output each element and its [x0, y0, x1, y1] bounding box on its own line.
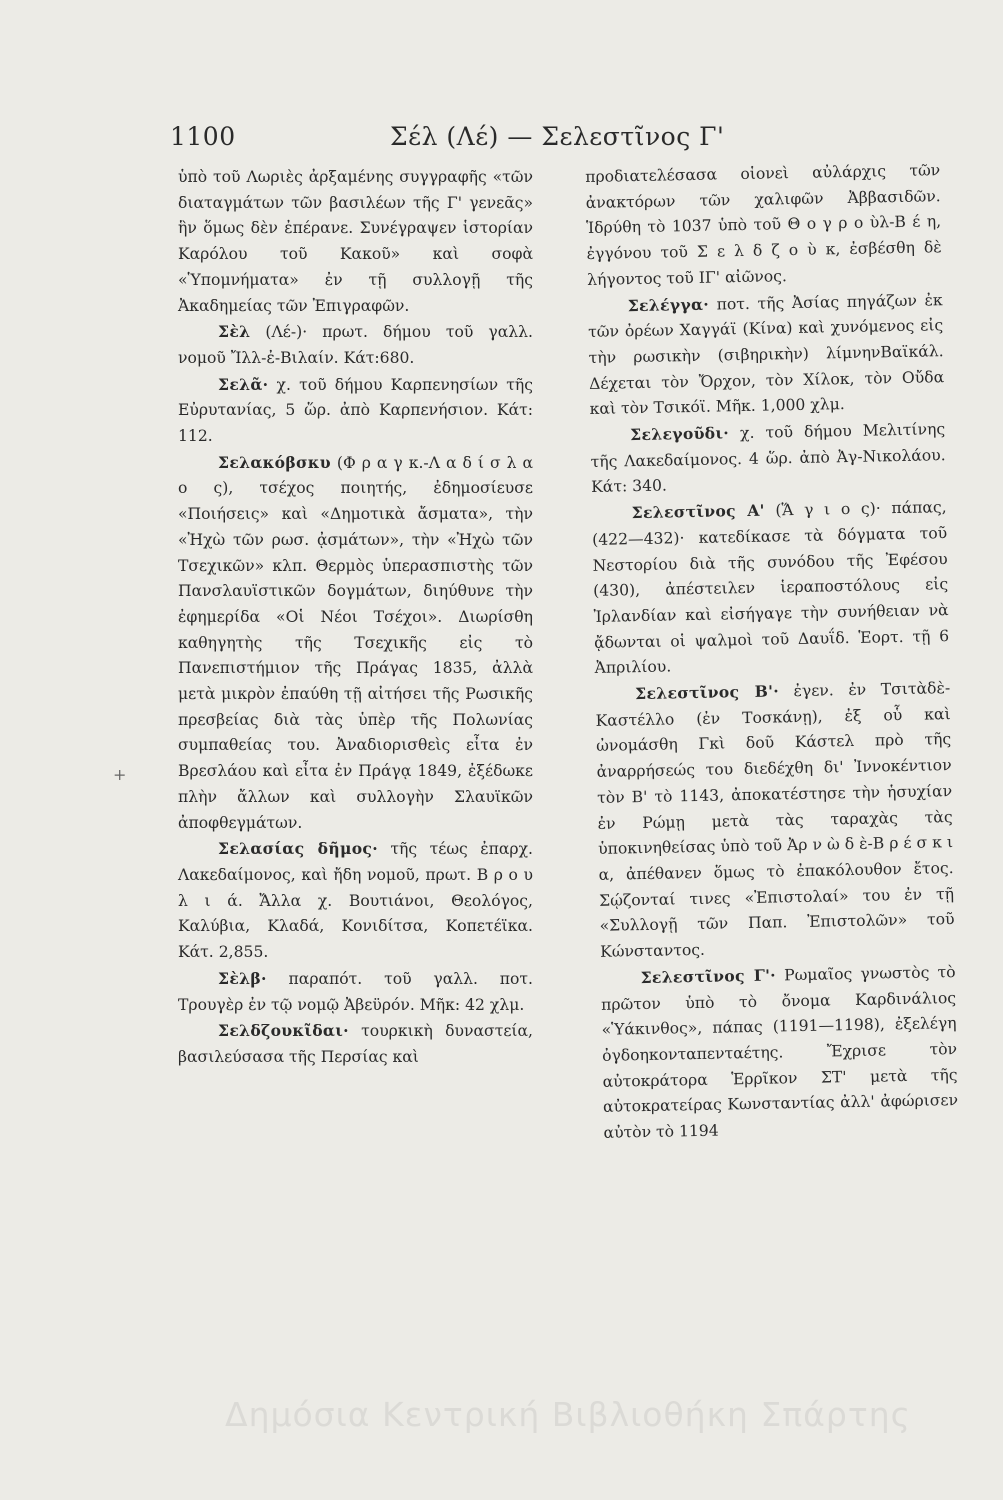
entry-selasias [178, 836, 533, 966]
headword: Σελασίας δῆμος· [218, 839, 378, 859]
entry-celestine-1 [591, 494, 949, 682]
entry-text: χ. τοῦ δήμου Μελιτίνης τῆς Λακεδαίμονος. 4 ὥρ. ἀπὸ Ἀγ-Νικολάου. Κάτ: 340. [590, 420, 946, 497]
entry-text: χ. τοῦ δήμου Καρπενησίων τῆς Εὐρυτανίας, 5 ὥρ. ἀπὸ Καρπενήσιον. Κάτ: 112. [178, 375, 533, 446]
entry-text: παραπότ. τοῦ γαλλ. ποτ. Τρουγὲρ ἐν τῷ νομῷ Ἀβεϋρόν. Μῆκ: 42 χλμ. [178, 969, 533, 1014]
left-column [178, 165, 533, 1071]
headword: Σελδζουκῖδαι· [218, 1021, 349, 1041]
running-head: Σέλ (Λέ) — Σελεστῖνος Γ' [390, 122, 725, 151]
headword: Σὲλ [218, 322, 251, 342]
entry-selenga [587, 287, 944, 423]
margin-mark: + [113, 765, 127, 784]
entry-text: (Ἅ γ ι ο ς)· πάπας, (422—432)· κατεδίκασε τὰ δόγματα τοῦ Νεστορίου διὰ τῆς συνόδου τῆς Ἐφέσου (430), ἀπέστειλεν ἱεραποστόλους εἰς Ἰρλανδίαν καὶ εἰσήγαγε τὴν συνήθειαν νὰ ᾄδωνται οἱ ψαλμοὶ τοῦ Δαυΐδ. Ἑορτ. τῇ 6 Ἀπριλίου. [592, 498, 950, 678]
headword: Σὲλβ· [218, 968, 267, 988]
entry-selv [178, 966, 533, 1018]
entry-text: ἐγεν. ἐν Τσιτὰδὲ-Καστέλλο (ἐν Τοσκάνῃ), ἐξ οὗ καὶ ὠνομάσθη Γκὶ δοῦ Κάστελ πρὸ τῆς ἀναρρήσεώς του διεδέχθη δι' Ἰννοκέντιον τὸν Β' τὸ 1143, ἀποκατέστησε τὴν ἡσυχίαν ἐν Ρώμῃ μετὰ τὰς ταραχὰς τὰς ὑποκινηθείσας ὑπὸ τοῦ Ἀρ ν ὼ δ ὲ-Β ρ έ σ κ ι α, ἀπέθανεν ὅμως τὸ ἐπακόλουθον ἔτος. Σῴζονταί τινες «Ἐπιστολαί» του ἐν τῇ «Συλλογῇ τῶν Παπ. Ἐπιστολῶν» τοῦ Κώνσταντος. [595, 679, 955, 961]
entry-celestine-3 [600, 959, 958, 1147]
right-column [585, 158, 959, 1146]
entry-continuation: προδιατελέσασα οἱονεὶ αὐλάρχις τῶν ἀνακτόρων τῶν χαλιφῶν Ἀββασιδῶν. Ἱδρύθη τὸ 1037 ὑπὸ τοῦ Θ ο γ ρ ο ὺλ-Β έ η, ἐγγόνου τοῦ Σ ε λ δ ζ ο ὺ κ, ἐσβέσθη δὲ λήγοντος τοῦ ΙΓ' αἰῶνος. [585, 161, 942, 289]
entry-text: Ρωμαῖος γνωστὸς τὸ πρῶτον ὑπὸ τὸ ὄνομα Καρδινάλιος «Ὑάκινθος», πάπας (1191—1198), ἐξελέγη ὀγδοηκονταπενταέτης. Ἔχρισε τὸν αὐτοκράτορα Ἑρρῖκον ΣΤ' μετὰ τῆς αὐτοκρατείρας Κωνσταντίας ἀλλ' ἀφώρισεν αὐτὸν τὸ 1194 [600, 962, 959, 1142]
entry-selegoudi [590, 416, 946, 501]
entry-text: τῆς τέως ἐπαρχ. Λακεδαίμονος, καὶ ἤδη νομοῦ, πρωτ. Β ρ ο υ λ ι ά. Ἄλλα χ. Βουτιάνοι, Θεολόγος, Καλύβια, Κλαδά, Κονιδίτσα, Κοπετέϊκα. Κάτ. 2,855. [178, 840, 533, 962]
watermark: Δημόσια Κεντρική Βιβλιοθήκη Σπάρτης [225, 1395, 912, 1434]
headword: Σελεστῖνος Α' [631, 500, 765, 523]
entry-text: (Φ ρ α γ κ.-Λ α δ ί σ λ α ο ς), τσέχος ποιητής, ἐδημοσίευσε «Ποιήσεις» καὶ «Δημοτικὰ ἄσματα», τὴν «Ἠχὼ τῶν ρωσ. ᾀσμάτων», τὴν «Ἠχὼ τῶν Τσεχικῶν» κλπ. Θερμὸς ὑπερασπιστὴς τῶν Πανσλαυϊστικῶν δογμάτων, διηύθυνε τὴν ἐφημερίδα «Οἱ Νέοι Τσέχοι». Διωρίσθη καθηγητὴς τῆς Τσεχικῆς εἰς τὸ Πανεπιστήμιον τῆς Πράγας 1835, ἀλλὰ μετὰ μικρὸν ἐπαύθη τῇ αἰτήσει τῆς Ρωσικῆς πρεσβείας διὰ τὰς ὑπὲρ τῆς Πολωνίας συμπαθείας του. Ἀναδιορισθεὶς εἶτα ἐν Βρεσλάου καὶ εἶτα ἐν Πράγᾳ 1849, ἐξέδωκε πλὴν ἄλλων καὶ συλλογὴν Σλαυϊκῶν ἀποφθεγμάτων. [178, 453, 533, 832]
headword: Σελᾶ· [218, 374, 269, 394]
entry-text: ποτ. τῆς Ἀσίας πηγάζων ἐκ τῶν ὀρέων Χαγγάϊ (Κίνα) καὶ χυνόμενος εἰς τὴν ρωσικὴν (σιβηρικὴν) λίμνηνΒαϊκάλ. Δέχεται τὸν Ὄρχον, τὸν Χίλοκ, τὸν Οὔδα καὶ τὸν Τσικόϊ. Μῆκ. 1,000 χλμ. [588, 290, 945, 419]
entry-text: τουρκικὴ δυναστεία, βασιλεύσασα τῆς Περσίας καὶ [178, 1022, 533, 1066]
page-number: 1100 [170, 122, 236, 151]
entry-continuation: ὑπὸ τοῦ Λωριὲς ἀρξαμένης συγγραφῆς «τῶν διαταγμάτων τῶν βασιλέων τῆς Γ' γενεᾶς» ἣν ὅμως δὲν ἐπέρανε. Συνέγραψεν ἱστορίαν Καρόλου τοῦ Κακοῦ» καὶ σοφὰ «Ὑπομνήματα» ἐν τῇ συλλογῇ τῆς Ἀκαδημείας τῶν Ἐπιγραφῶν. [178, 168, 533, 315]
entry-seljuks [178, 1018, 533, 1070]
entry-celestine-2 [595, 675, 955, 965]
entry-text: (Λέ-)· πρωτ. δήμου τοῦ γαλλ. νομοῦ Ἴλλ-ἐ-Βιλαίν. Κάτ:680. [178, 323, 533, 367]
headword: Σελέγγα· [627, 294, 710, 315]
entry-selakovsky [178, 450, 533, 837]
headword: Σελεγοῦδι· [630, 423, 730, 445]
headword: Σελεστῖνος Γ'· [640, 965, 777, 987]
headword: Σελεστῖνος Β'· [634, 681, 780, 704]
headword: Σελακόβσκυ [218, 452, 331, 472]
entry-sel [178, 319, 533, 371]
entry-sela [178, 372, 533, 450]
